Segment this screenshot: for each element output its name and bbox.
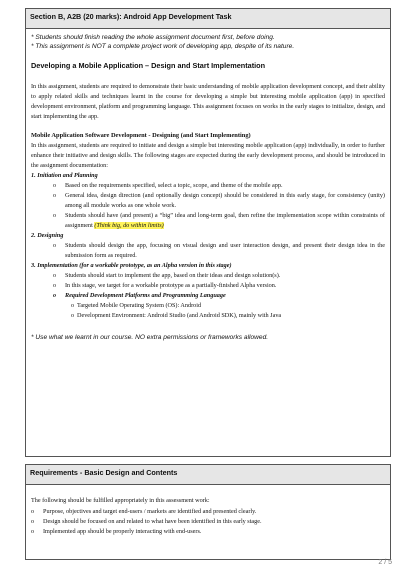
list-item: o Students should design the app, focusing on visual design and user interaction design, and present their design idea in the submission form as required. — [53, 241, 385, 261]
task-list — [26, 171, 390, 321]
requirements-header: Requirements - Basic Design and Contents — [26, 465, 390, 485]
intro-paragraph: In this assignment, students are required to demonstrate their basic understanding of mobile application development concept, and their ability to apply related skills and techniques learnt in the course for developing a simple but interesting mobile application (app) in specified development environment, platform and programming language. This assignment focuses on works in the early stages to initialize, design, and start implementing the app. — [31, 83, 385, 120]
list-item — [53, 211, 385, 231]
task-implementation — [31, 261, 385, 321]
description-paragraph: In this assignment, students are required to initiate and design a simple but interesting mobile application (app) individually, in order to further enhance their initiative and design skills. The following stages are expected during the early development process, and should be introduced in the assignment documentation: — [31, 142, 385, 169]
footnote: * Use what we learnt in our course. NO extra permissions or frameworks allowed. — [31, 334, 269, 341]
list-item: o Purpose, objectives and target end-users / markets are identified and presented clearly. — [31, 507, 390, 517]
note-1: * Students should finish reading the whole assignment document first, before doing. — [31, 34, 275, 41]
requirements-intro: The following should be fulfilled appropriately in this assessment work: — [31, 497, 210, 504]
note-2: * This assignment is NOT a complete project work of developing app, despite of its nature. — [31, 43, 295, 50]
main-heading: Developing a Mobile Application – Design and Start Implementation — [31, 61, 266, 70]
task-title: 3. Implementation (for a workable prototype, as an Alpha version in this stage) — [31, 262, 232, 269]
list-item: o Development Environment: Android Studio (and Android SDK), mainly with Java — [71, 311, 385, 321]
task-title: 1. Initiation and Planning — [31, 172, 98, 179]
highlight-note: (Think big, do within limits) — [94, 222, 164, 229]
task-designing — [31, 231, 385, 261]
section-header: Section B, A2B (20 marks): Android App Development Task — [26, 9, 390, 29]
notes — [26, 29, 390, 51]
task-title: 2. Designing — [31, 232, 64, 239]
list-item: o Design should be focused on and related to what have been identified in this early stage. — [31, 517, 390, 527]
list-item-text: Students should have (and present) a “big” idea and long-term goal, then refine the implementation scope within constraints of assignment — [65, 212, 385, 229]
list-item: o Based on the requirements specified, select a topic, scope, and theme of the mobile app. — [53, 181, 385, 191]
list-item: o Required Development Platforms and Programming Language — [53, 291, 385, 301]
requirements-list — [26, 507, 390, 537]
page-number: 2 / 5 — [378, 559, 392, 566]
list-item: o Students should start to implement the app, based on their ideas and design solution(s). — [53, 271, 385, 281]
sub-heading: Mobile Application Software Development - Designing (and Start Implementing) — [31, 132, 251, 139]
requirements-box — [25, 464, 391, 560]
list-item: o General idea, design direction (and optionally design concept) should be considered in this early stage, for consistency (unity) among all module works as one whole work. — [53, 191, 385, 211]
list-item: o Implemented app should be properly interacting with end-users. — [31, 527, 390, 537]
list-item: o Targeted Mobile Operating System (OS): Android — [71, 301, 385, 311]
list-item: o In this stage, we target for a workable prototype as a partially-finished Alpha version. — [53, 281, 385, 291]
section-b-box — [25, 8, 391, 457]
task-initiation — [31, 171, 385, 231]
